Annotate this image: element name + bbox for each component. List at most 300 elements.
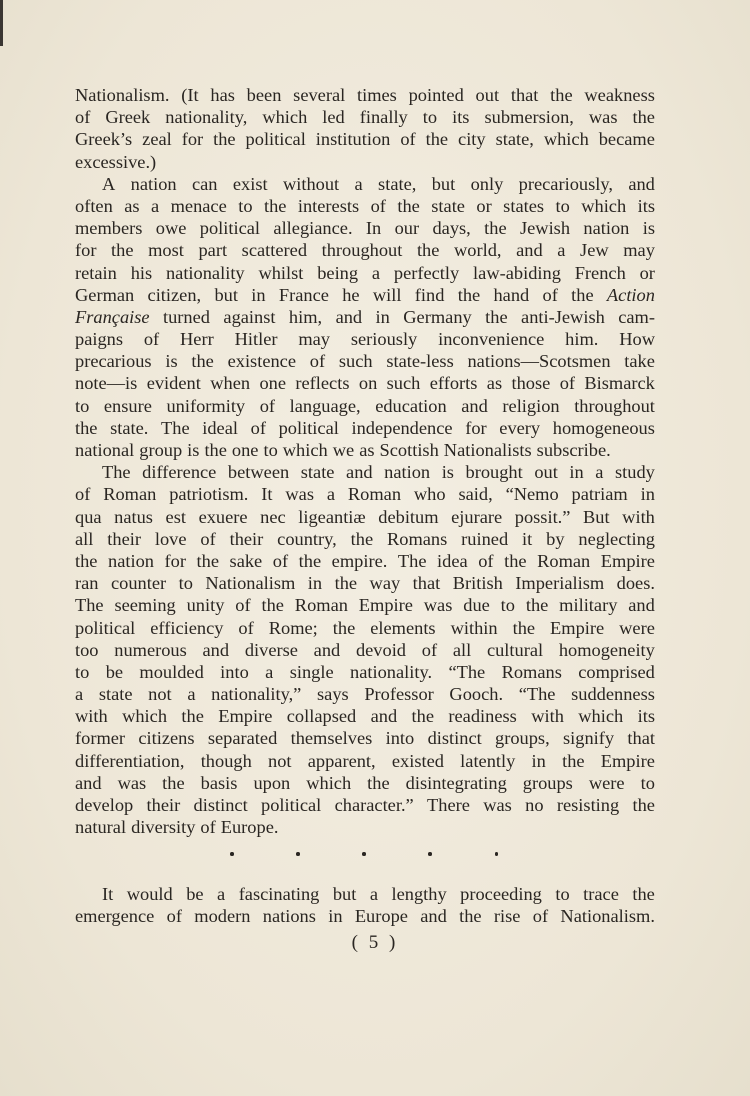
- word: the: [298, 550, 322, 571]
- word: military: [559, 595, 618, 616]
- word: modern: [194, 906, 251, 927]
- word: rise: [493, 906, 521, 927]
- text-line: [75, 905, 655, 927]
- word: empire.: [331, 550, 388, 571]
- word: is: [441, 462, 454, 483]
- word: to: [238, 195, 253, 216]
- word: exist: [232, 173, 268, 194]
- word: of: [532, 906, 549, 927]
- word: collapsed: [286, 706, 357, 727]
- text-line: [75, 217, 655, 239]
- word: citizens: [138, 728, 195, 749]
- word: that: [627, 728, 655, 749]
- word: ensure: [103, 395, 152, 416]
- word: of: [259, 395, 276, 416]
- word: was: [285, 484, 314, 505]
- word: states: [503, 195, 545, 216]
- word: Romans: [386, 528, 448, 549]
- word: natural: [75, 817, 127, 838]
- text-line: [75, 727, 655, 749]
- word: the: [416, 240, 440, 261]
- word: character.”: [334, 795, 414, 815]
- word: to: [500, 595, 515, 616]
- word: Europe: [354, 906, 408, 927]
- text-line: [75, 439, 655, 461]
- text-line: [75, 239, 655, 261]
- text-line: [75, 816, 655, 838]
- word: is: [187, 440, 200, 460]
- word: Europe.: [220, 817, 279, 838]
- word: nation: [130, 173, 177, 194]
- word: nation: [583, 218, 630, 239]
- word: precariously,: [518, 173, 613, 194]
- body-text: [75, 84, 655, 838]
- word: was: [483, 795, 512, 815]
- word: for: [164, 550, 186, 571]
- word: moulded: [139, 661, 204, 682]
- word: as: [124, 195, 140, 216]
- word: evident: [146, 373, 201, 394]
- word: disintegrating: [405, 772, 507, 793]
- word: The: [102, 462, 131, 483]
- word: into: [220, 661, 249, 682]
- text-line: [75, 372, 655, 394]
- text-line: [75, 639, 655, 661]
- word: him,: [288, 306, 323, 327]
- word: exuere: [198, 506, 248, 527]
- word: a: [354, 173, 363, 194]
- paragraph: [75, 173, 655, 461]
- word: not: [268, 750, 292, 771]
- word: the: [111, 240, 134, 261]
- word: numerous: [114, 639, 187, 660]
- word: a: [217, 884, 226, 904]
- word: nation: [384, 462, 431, 483]
- text-line: [75, 417, 655, 439]
- word: and: [420, 906, 447, 927]
- word: ruined: [461, 528, 509, 549]
- word: part: [198, 240, 228, 261]
- word: zeal: [142, 129, 172, 150]
- word: diverse: [244, 639, 298, 660]
- word: nationality: [165, 262, 245, 283]
- word: finally: [359, 107, 408, 128]
- word: The: [75, 595, 104, 616]
- word: find: [414, 284, 445, 305]
- word: pointed: [408, 85, 464, 105]
- word: patriotism.: [169, 484, 249, 505]
- word: throughout: [321, 240, 403, 261]
- word: the: [332, 617, 356, 638]
- word: led: [322, 107, 345, 128]
- word: A: [102, 173, 116, 194]
- word: their: [107, 528, 141, 549]
- word: submersion,: [484, 107, 574, 128]
- word: its: [452, 107, 470, 128]
- word: but: [332, 884, 357, 904]
- word: within: [450, 617, 498, 638]
- word: elements: [370, 617, 436, 638]
- word: or: [639, 262, 655, 283]
- word: “Nemo: [505, 484, 559, 505]
- word: world,: [454, 240, 502, 261]
- word: national: [75, 440, 135, 460]
- page-number: ( 5 ): [351, 932, 399, 953]
- text-line: [75, 395, 655, 417]
- word: Greek’s: [75, 129, 133, 150]
- word: a: [187, 684, 196, 705]
- word: country,: [277, 528, 337, 549]
- text-line: [75, 84, 655, 106]
- word: reflects: [295, 373, 350, 394]
- word: in: [328, 906, 343, 927]
- word: our: [394, 218, 420, 239]
- word: one: [259, 373, 286, 394]
- word: nationality,: [165, 107, 248, 128]
- word: his: [130, 262, 153, 283]
- word: cam-: [618, 306, 655, 327]
- word: signify: [563, 728, 615, 749]
- word: brought: [465, 462, 523, 483]
- word: apparent,: [307, 750, 376, 771]
- word: themselves: [290, 728, 373, 749]
- word: of: [75, 107, 91, 128]
- word: and: [335, 306, 363, 327]
- word: subscribe.: [536, 440, 611, 460]
- word: the: [632, 884, 655, 904]
- word: and: [370, 706, 398, 727]
- word: and: [75, 772, 102, 793]
- word: to: [75, 661, 90, 682]
- word: that: [412, 573, 441, 594]
- word: Empire: [600, 750, 655, 771]
- word: sake: [229, 550, 263, 571]
- word: state.: [110, 417, 149, 438]
- word: ligeantiæ: [298, 506, 366, 527]
- word: state,: [495, 129, 534, 150]
- word: being: [317, 262, 359, 283]
- word: a: [265, 661, 274, 682]
- word: in: [251, 284, 266, 305]
- word: on: [358, 373, 378, 394]
- word: Nationalists: [443, 440, 532, 460]
- word: whilst: [258, 262, 304, 283]
- word: Action: [606, 284, 655, 305]
- paragraph: [75, 461, 655, 838]
- word: though: [200, 750, 252, 771]
- word: Imperialism: [515, 573, 605, 594]
- word: Nationalism: [205, 573, 296, 594]
- word: of: [559, 373, 576, 394]
- word: which: [282, 440, 328, 460]
- word: existed: [391, 750, 444, 771]
- text-line: [75, 106, 655, 128]
- word: the: [334, 573, 358, 594]
- word: Gooch.: [449, 684, 504, 705]
- word: throughout: [574, 395, 655, 416]
- word: proceeding: [460, 884, 542, 904]
- word: distinct: [193, 795, 248, 815]
- word: the: [213, 129, 236, 150]
- word: of: [400, 129, 416, 150]
- word: paigns: [75, 329, 124, 350]
- word: is: [165, 351, 178, 372]
- word: Française: [75, 306, 150, 327]
- text-line: [75, 683, 655, 705]
- word: trace: [583, 884, 619, 904]
- word: nations—Scotsmen: [467, 351, 611, 372]
- word: a: [75, 684, 84, 705]
- word: state: [431, 195, 465, 216]
- word: difference: [142, 462, 217, 483]
- word: said,: [458, 484, 493, 505]
- word: the: [162, 772, 185, 793]
- word: does.: [616, 573, 655, 594]
- word: the: [512, 617, 536, 638]
- word: nationality.: [350, 661, 433, 682]
- word: political: [245, 129, 306, 150]
- word: has: [210, 85, 235, 105]
- word: of: [250, 417, 266, 438]
- word: will: [372, 284, 402, 305]
- text-line: [75, 461, 655, 483]
- word: weakness: [584, 85, 655, 105]
- word: of: [200, 528, 216, 549]
- word: we: [332, 440, 355, 460]
- word: which: [543, 129, 589, 150]
- word: such: [338, 351, 373, 372]
- word: as: [486, 373, 503, 394]
- word: law-abiding: [473, 262, 561, 283]
- word: to: [263, 440, 278, 460]
- word: fascinating: [238, 884, 320, 904]
- word: seriously: [350, 329, 418, 350]
- word: basis: [200, 772, 238, 793]
- word: in: [531, 750, 546, 771]
- word: days,: [432, 218, 471, 239]
- word: who: [413, 484, 446, 505]
- word: the: [350, 528, 374, 549]
- word: ideal: [202, 417, 238, 438]
- word: inconvenience: [438, 329, 545, 350]
- word: to: [555, 195, 570, 216]
- word: Nationalism.: [560, 906, 655, 927]
- word: group: [139, 440, 183, 460]
- separator-dot: [495, 852, 499, 856]
- word: take: [624, 351, 655, 372]
- word: too: [75, 639, 99, 660]
- text-line: [75, 750, 655, 772]
- word: been: [246, 85, 282, 105]
- word: existence: [227, 351, 297, 372]
- word: of: [75, 484, 91, 505]
- word: the: [484, 218, 507, 239]
- word: groups: [522, 772, 573, 793]
- word: and: [628, 595, 655, 616]
- word: separated: [207, 728, 278, 749]
- word: a: [371, 262, 381, 283]
- word: the: [367, 772, 390, 793]
- word: homogeneous: [552, 417, 655, 438]
- word: state,: [378, 173, 417, 194]
- word: political: [261, 795, 322, 815]
- word: state-less: [386, 351, 454, 372]
- word: the: [632, 107, 655, 128]
- word: the: [504, 550, 527, 571]
- word: Empire: [600, 550, 655, 571]
- word: Jewish: [519, 218, 571, 239]
- word: which: [306, 772, 352, 793]
- text-line: [75, 262, 655, 284]
- text-line: [75, 883, 655, 905]
- word: resisting: [556, 795, 620, 815]
- word: counter: [110, 573, 167, 594]
- word: political: [75, 617, 136, 638]
- word: interests: [297, 195, 360, 216]
- word: differentiation,: [75, 750, 185, 771]
- word: a: [595, 462, 604, 483]
- word: times: [357, 85, 397, 105]
- word: The: [397, 550, 427, 571]
- text-line: [75, 350, 655, 372]
- word: readiness: [448, 706, 517, 727]
- word: Nationalism.: [75, 85, 170, 105]
- word: one: [231, 440, 259, 460]
- word: menace: [170, 195, 227, 216]
- word: which: [262, 107, 308, 128]
- word: anti-Jewish: [521, 306, 605, 327]
- text-line: [75, 705, 655, 727]
- page-edge-mark: [0, 0, 3, 46]
- word: a: [326, 484, 336, 505]
- word: British: [452, 573, 503, 594]
- word: those: [511, 373, 551, 394]
- word: unity: [186, 595, 225, 616]
- word: became: [598, 129, 655, 150]
- text-line: [75, 594, 655, 616]
- word: It: [261, 484, 273, 505]
- word: and: [461, 395, 488, 416]
- word: distinct: [427, 728, 482, 749]
- word: emergence: [75, 906, 155, 927]
- word: But: [583, 506, 610, 527]
- word: political: [199, 218, 261, 239]
- word: How: [619, 329, 655, 350]
- word: the: [485, 306, 508, 327]
- separator-dot: [230, 852, 234, 856]
- word: devoid: [355, 639, 407, 660]
- word: Romans: [501, 661, 562, 682]
- word: owe: [155, 218, 187, 239]
- word: way: [369, 573, 401, 594]
- word: be: [105, 661, 124, 682]
- word: due: [463, 595, 490, 616]
- word: nations: [262, 906, 316, 927]
- word: the: [411, 706, 434, 727]
- word: the: [425, 129, 449, 150]
- word: he: [342, 284, 360, 305]
- word: the: [204, 440, 227, 460]
- word: with: [75, 706, 108, 727]
- word: of: [200, 817, 216, 838]
- word: were: [619, 617, 655, 638]
- word: the: [196, 550, 219, 571]
- word: Jew: [580, 240, 609, 261]
- word: be: [186, 884, 204, 904]
- word: idea: [437, 550, 468, 571]
- word: members: [75, 218, 143, 239]
- word: of: [272, 550, 289, 571]
- word: of: [309, 351, 326, 372]
- word: Roman: [347, 484, 402, 505]
- word: or: [476, 195, 492, 216]
- word: ejurare: [451, 506, 503, 527]
- word: for: [465, 417, 487, 438]
- closing-paragraph: [75, 883, 655, 927]
- text-line: [75, 661, 655, 683]
- word: of: [166, 906, 182, 927]
- text-line: [75, 528, 655, 550]
- word: in: [307, 573, 323, 594]
- word: efficiency: [150, 617, 224, 638]
- word: with: [622, 506, 655, 527]
- word: note—is: [75, 373, 138, 394]
- word: The: [161, 417, 190, 438]
- word: of: [143, 329, 160, 350]
- word: city: [458, 129, 486, 150]
- word: possit.”: [514, 506, 571, 527]
- word: German: [75, 284, 135, 305]
- text-line: [75, 506, 655, 528]
- word: the: [75, 417, 98, 438]
- word: “The: [518, 684, 556, 705]
- word: comprised: [578, 661, 655, 682]
- word: the: [397, 195, 420, 216]
- word: Rome;: [268, 617, 318, 638]
- word: hand: [493, 284, 530, 305]
- word: Empire: [550, 617, 605, 638]
- word: est: [165, 506, 186, 527]
- word: Empire: [218, 706, 273, 727]
- word: cultural: [486, 639, 544, 660]
- word: of: [478, 550, 494, 571]
- word: seeming: [114, 595, 176, 616]
- word: citizen,: [147, 284, 202, 305]
- word: can: [191, 173, 218, 194]
- word: Roman: [537, 550, 591, 571]
- word: to: [422, 107, 438, 128]
- word: former: [75, 728, 126, 749]
- word: turned: [163, 306, 210, 327]
- word: diversity: [131, 817, 196, 838]
- word: the: [550, 85, 573, 105]
- separator-dot: [428, 852, 432, 856]
- word: the: [261, 595, 284, 616]
- word: state: [300, 462, 335, 483]
- word: In: [365, 218, 382, 239]
- word: is: [642, 218, 655, 239]
- word: groups,: [495, 728, 550, 749]
- word: Roman: [103, 484, 157, 505]
- word: Professor: [364, 684, 434, 705]
- word: the: [263, 195, 287, 216]
- word: every: [499, 417, 541, 438]
- text-line: [75, 306, 655, 328]
- word: Scottish: [379, 440, 439, 460]
- word: out: [534, 462, 558, 483]
- text-line: [75, 173, 655, 195]
- text-line: [75, 195, 655, 217]
